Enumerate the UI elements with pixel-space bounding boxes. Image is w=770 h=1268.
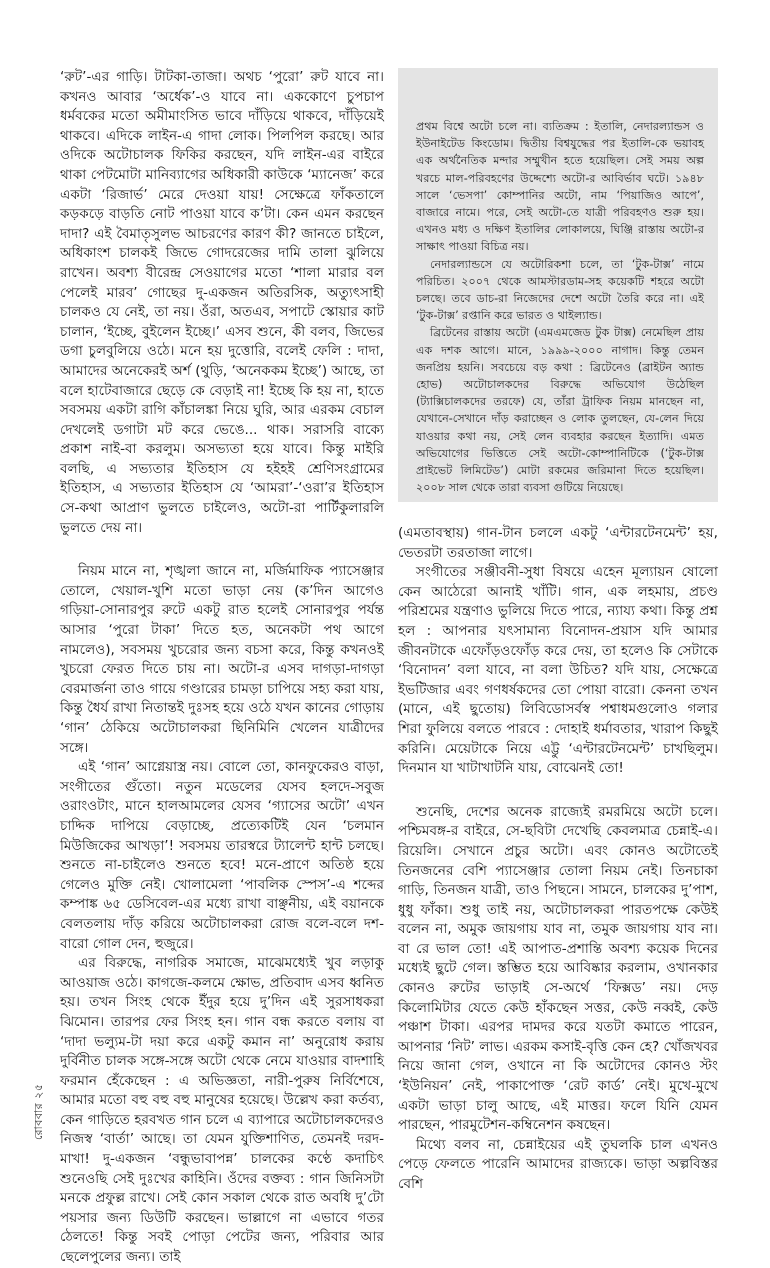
article-paragraph: (এমতাবস্থায়) গান-টান চললে একটু ‘এন্টারটেনমেন্ট’ হয়, ভেতরটা তরতাজা লাগে। [398,525,718,561]
article-paragraph: শুনেছি, দেশের অনেক রাজ্যেই রমরমিয়ে অটো চলে। পশ্চিমবঙ্গ-র বাইরে, সে-ছবিটা দেখেছি কেবলমাত্র চেন্নাই-এ। রিয়েলি। সেখানে প্রচুর অটো। এবং কোনও অটোতেই তিনজনের বেশি প্যাসেঞ্জার তোলা নিয়ম নেই। তিনচাকা গাড়ি, তিনজন যাত্রী, তাও পিছনে। সামনে, চালকের দু’পাশ, ধুধু ফাঁকা। শুধু তাই নয়, অটোচালকরা পারতপক্ষে কেউই বলেন না, অমুক জায়গায় যাব না, তমুক জায়গায় যাব না। বা রে ভাল তো! এই আপাত-প্রশান্তি অবশ্য কয়েক দিনের মধ্যেই ছুটে গেল। স্তম্ভিত হয়ে আবিষ্কার করলাম, ওখানকার কোনও রুটের ভাড়াই সে-অর্থে ‘ফিক্সড’ নয়। দেড় কিলোমিটার যেতে কেউ হাঁকছেন সত্তর, কেউ নব্বই, কেউ পঞ্চাশ টাকা। এরপর দামদর করে যতটা কমাতে পারেন, আপনার ‘নিট’ লাভ। এরকম কসাই-বৃত্তি কেন হে? খোঁজখবর নিয়ে জানা গেল, ওখানে না কি অটোদের কোনও স্টং ‘ইউনিয়ন’ নেই, পাকাপোক্ত ‘রেট কার্ড’ নেই। মুখে-মুখে একটা ভাড়া চালু আছে, এই মাত্তর। ফলে যিনি যেমন পারছেন, পারমুটেশন-কম্বিনেশন কষছেন। [398,803,718,1134]
page-number-label: রোববার ২৫ [32,1083,45,1140]
sidebar-info-box [398,68,718,502]
article-paragraph: এর বিরুদ্ধে, নাগরিক সমাজে, মাঝেমধ্যেই খুব লড়াকু আওয়াজ ওঠে। কাগজে-কলমে ক্ষোভ, প্রতিবাদ এসব ধ্বনিত হয়। তখন সিংহ থেকে ইঁদুর হয়ে দু’দিন এই সুরসাধকরা ঝিমোন। তারপর ফের সিংহ হন। গান বন্ধ করতে বলায় বা ‘দাদা ভল্যুম-টা দয়া করে একটু কমান না’ অনুরোধ করায় দুর্বিনীত চালক সঙ্গে-সঙ্গে অটো থেকে নেমে যাওয়ার বাদশাহি ফরমান হেঁকেছেন : এ অভিজ্ঞতা, নারী-পুরুষ নির্বিশেষে, আমার মতো বহু বহু বহু মানুষের হয়েছে। উল্লেখ করা কর্তব্য, কেন গাড়িতে হরবখত গান চলে এ ব্যাপারে অটোচালকদেরও নিজস্ব ‘বার্তা’ আছে। তা যেমন যুক্তিশাণিত, তেমনই দরদ-মাখা! দু-একজন ‘বন্ধুভাবাপন্ন’ চালকের কণ্ঠে কদাচিৎ শুনেওছি সেই দুঃখের কাহিনি। ওঁদের বক্তব্য : গান জিনিসটা মনকে প্রফুল্ল রাখে। সেই কোন সকাল থেকে রাত অবধি দু’টো পয়সার জন্য ডিউটি করছেন। ভাল্লাগে না এভাবে গতর ঠেলতে! কিন্তু সবই পোড়া পেটের জন্য, পরিবার আর ছেলেপুলের জন্য। তাই [60,955,384,1266]
sidebar-paragraph: প্রথম বিশ্বে অটো চলে না। ব্যতিক্রম : ইতালি, নেদারল্যান্ডস ও ইউনাইটেড কিংডোম। দ্বিতীয় বিশ্বযুদ্ধের পর ইতালি-কে ভয়াবহ এক অর্থনৈতিক মন্দার সম্মুখীন হতে হয়েছিল। সেই সময় অল্প খরচে মাল-পরিবহণের উদ্দেশ্যে অটো-র আবির্ভাব ঘটে। ১৯৪৮ সালে ‘ভেসপা’ কোম্পানির অটো, নাম ‘পিয়াজিও আপে’, বাজারে নামে। পরে, সেই অটো-তে যাত্রী পরিবহণও শুরু হয়। এখনও মধ্য ও দক্ষিণ ইতালির লোকালয়ে, ঘিঞ্জি রাস্তায় অটো-র সাক্ষাৎ পাওয়া বিচিত্র নয়। [416,120,704,254]
sidebar-paragraph: ব্রিটেনের রাস্তায় অটো (এমএমজেড টুক টাক্স) নেমেছিল প্রায় এক দশক আগে। মানে, ১৯৯৯-২০০০ নাগাদ। কিন্তু তেমন জনপ্রিয় হয়নি। সবচেয়ে বড় কথা : ব্রিটেনেও (ব্রাইটন অ্যান্ড হোভ) অটোচালকদের বিরুদ্ধে অভিযোগ উঠেছিল (ট্যাক্সিচালকদের তরফে) যে, তাঁরা ট্রাফিক নিয়ম মানছেন না, যেখানে-সেখানে দাঁড় করাচ্ছেন ও লোক তুলছেন, যে-লেন দিয়ে যাওয়ার কথা নয়, সেই লেন ব্যবহার করছেন ইত্যাদি। এমত অভিযোগের ভিত্তিতে সেই অটো-কোম্পানিটিকে (‘টুক-টাক্স প্রাইভেট লিমিটেড’) মোটা রকমের জরিমানা দিতে হয়েছিল। ২০০৮ সাল থেকে তারা ব্যবসা গুটিয়ে নিয়েছে। [416,326,704,495]
right-article-column [398,524,718,1192]
article-paragraph: এই ‘গান’ আগ্নেয়াস্ত্র নয়। বোলে তো, কানফুকেরও বাড়া, সংগীতের গুঁতো। নতুন মডেলের যেসব হলদে-সবুজ ওরাংওটাং, মানে হালআমলের যেসব ‘গ্যাসের অটো’ এখন চাদ্দিক দাপিয়ে বেড়াচ্ছে, প্রত্যেকটিই যেন ‘চলমান মিউজিকের আখড়া’! সবসময় তারস্বরে ট্যালেন্ট হান্ট চলছে। শুনতে না-চাইলেও শুনতে হবে! মনে-প্রাণে অতিষ্ঠ হয়ে গেলেও মুক্তি নেই। খোলামেলা ‘পাবলিক স্পেস’-এ শব্দের কম্পাঙ্ক ৬৫ ডেসিবেল-এর মধ্যে রাখা বাঞ্ছনীয়, এই বয়ানকে বেলতলায় দাঁড় করিয়ে অটোচালকরা রোজ বলে-বলে দশ-বারো গোল দেন, হুজুরে। [60,759,384,952]
sidebar-paragraph: নেদারল্যান্ডসে যে অটোরিকশা চলে, তা ‘টুক-টাক্স’ নামে পরিচিত। ২০০৭ থেকে আমস্টারডাম-সহ কয়েকটি শহরে অটো চলছে। তবে ডাচ-রা নিজেদের দেশে অটো তৈরি করে না। এই ‘টুক-টাক্স’ রপ্তানি করে ভারত ও থাইল্যান্ড। [416,257,704,323]
article-paragraph: সংগীতের সঞ্জীবনী-সুধা বিষয়ে এহেন মূল্যায়ন ষোলো কেন আঠেরো আনাই খাঁটি। গান, এক লহমায়, প্রচণ্ড পরিশ্রমের যন্ত্রণাও ভুলিয়ে দিতে পারে, ন্যায্য কথা। কিন্তু প্রশ্ন হল : আপনার যৎসামান্য বিনোদন-প্রয়াস যদি আমার জীবনটাকে এফোঁড়ওফোঁড় করে দেয়, তা হলেও কি সেটাকে ‘বিনোদন’ বলা যাবে, না বলা উচিত? যদি যায়, সেক্ষেত্রে ইভটিজার এবং গণধর্ষকদের তো পোয়া বারো। কেননা তখন (মানে, এই ছুতোয়) লিবিডোসর্বস্ব পশ্বাধমগুলোও গলার শিরা ফুলিয়ে বলতে পারবে : দোহাই ধর্মাবতার, খারাপ কিছুই করিনি। মেয়েটাকে নিয়ে এট্টু ‘এন্টারটেনমেন্ট’ চাখছিলুম। দিনমান যা খাটাখাটনি যায়, বোঝেনই তো! [398,564,718,777]
left-article-column [60,68,384,1266]
article-paragraph: ‘রুট’-এর গাড়ি। টাটকা-তাজা। অথচ ‘পুরো’ রুট যাবে না। কখনও আবার ‘অর্ধেক’-ও যাবে না। এককোণে চুপচাপ ধর্মবকের মতো অমীমাংসিত ভাবে দাঁড়িয়ে থাকবে, দাঁড়িয়েই থাকবে। এদিকে লাইন-এ গাদা লোক। পিলপিল করছে। আর ওদিকে অটোচালক ফিকির করছেন, যদি লাইন-এর বাইরে থাকা পেটমোটা মানিব্যাগের অধিকারী কাউকে ‘ম্যানেজ’ করে একটা ‘রিজার্ভ’ মেরে দেওয়া যায়! সেক্ষেত্রে ফাঁকতালে কড়কড়ে বাড়তি নোট পাওয়া যাবে ক’টা। কেন এমন করছেন দাদা? এই বৈমাতৃসুলভ আচরণের কারণ কী? জানতে চাইলে, অধিকাংশ চালকই জিভে গোদরেজের দামি তালা ঝুলিয়ে রাখেন। অবশ্য বীরেন্দ্র সেওয়াগের মতো ‘শালা মারার বল পেলেই মারব’ গোছের দু-একজন অতিরসিক, অত্যুৎসাহী চালকও যে নেই, তা নয়। ওঁরা, অতএব, সপাটে স্কোয়ার কাট চালান, ‘ইচ্ছে, বুইলেন ইচ্ছে।’ এসব শুনে, কী বলব, জিভের ডগা চুলবুলিয়ে ওঠে। মনে হয় দুত্তোরি, বলেই ফেলি : দাদা, আমাদের অনেকেরই অর্শ (থুড়ি, ‘অনেককম ইচ্ছে’) আছে, তা বলে হাটেবাজারে ছেড়ে কে বেড়াই না! ইচ্ছে কি হয় না, হাতে সবসময় একটা রাগি কাঁচালঙ্কা নিয়ে ঘুরি, আর এরকম বেচাল দেখলেই ডগাটা মট করে ভেঙে... থাক। সরাসরি বাক্যে প্রকাশ নাই-বা করলুম। অসভ্যতা হয়ে যাবে। কিন্তু মাইরি বলছি, এ সভ্যতার ইতিহাস যে হইহই শ্রেণিসংগ্রামের ইতিহাস, এ সভ্যতার ইতিহাস যে ‘আমরা’-‘ওরা’র ইতিহাস সে-কথা আপ্রাণ ভুলতে চাইলেও, অটো-রা পার্টিকুলারলি ভুলতে দেয় না। [60,69,384,536]
article-paragraph: নিয়ম মানে না, শৃঙ্খলা জানে না, মর্জিমাফিক প্যাসেঞ্জার তোলে, খেয়াল-খুশি মতো ভাড়া নেয় (ক’দিন আগেও গড়িয়া-সোনারপুর রুটে একটু রাত হলেই সোনারপুর পর্যন্ত আসার ‘পুরো টাকা’ দিতে হত, অনেকটা পথ আগে নামলেও), সবসময় খুচরোর জন্য বচসা করে, কিন্তু কখনওই খুচরো ফেরত দিতে চায় না। অটো-র এসব দাগড়া-দাগড়া বেরমার্জনা তাও গায়ে গণ্ডারের চামড়া চাপিয়ে সহ্য করা যায়, কিন্তু ধৈর্য রাখা নিতান্তই দুঃসহ হয়ে ওঠে যখন কানের গোড়ায় ‘গান’ ঠেকিয়ে অটোচালকরা ছিনিমিনি খেলেন যাত্রীদের সঙ্গে। [60,563,384,756]
article-paragraph: মিথ্যে বলব না, চেন্নাইয়ের এই তুঘলকি চাল এখনও পেড়ে ফেলতে পারেনি আমাদের রাজ্যকে। ভাড়া অল্পবিস্তর বেশি [398,1136,718,1192]
